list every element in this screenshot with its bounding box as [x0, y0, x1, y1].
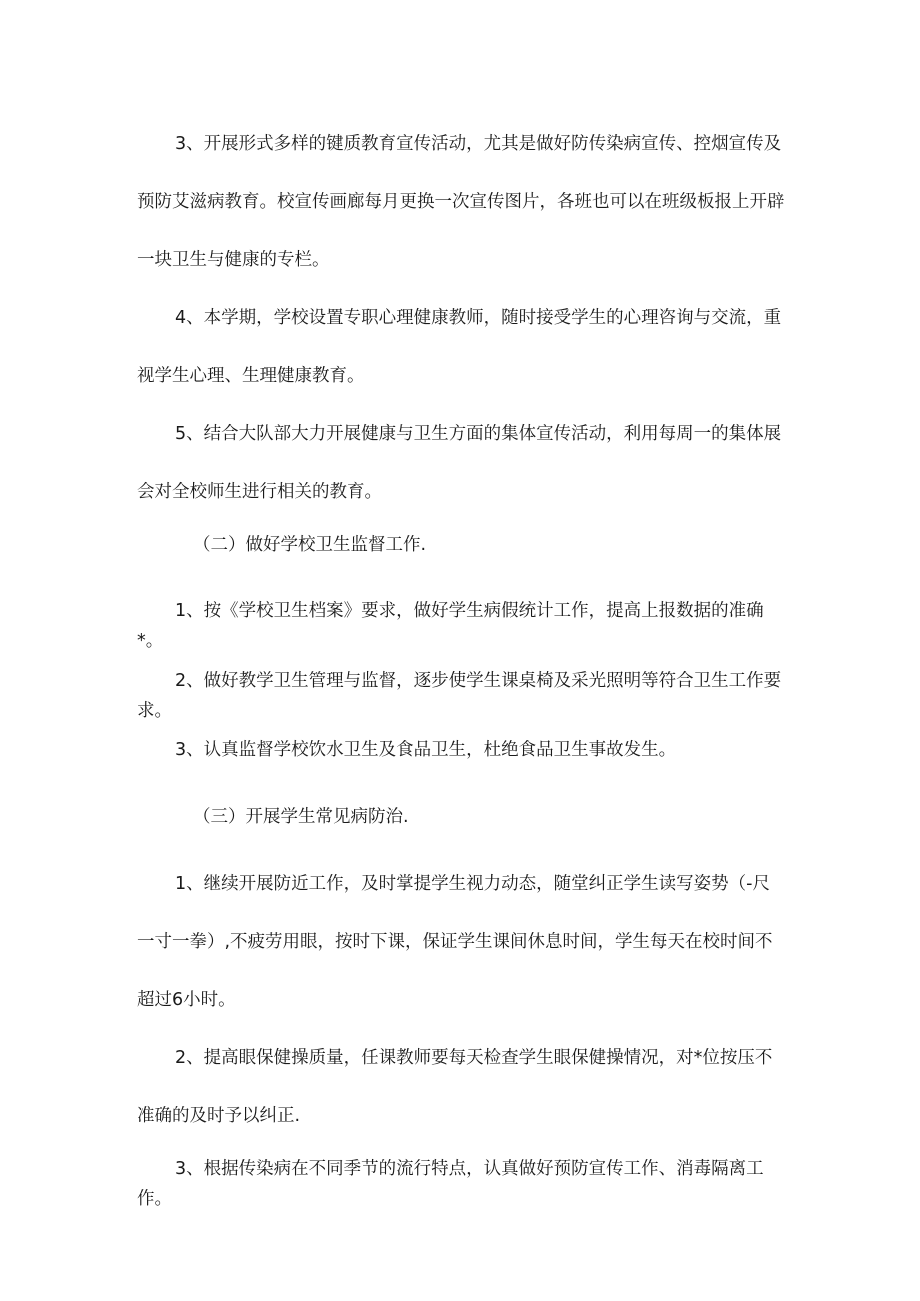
section-heading-hygiene-supervision: （二）做好学校卫生监督工作. [193, 535, 427, 555]
paragraph-infectious-disease: 3、根据传染病在不同季节的流行特点，认真做好预防宣传工作、消毒隔离工作。 [137, 1159, 764, 1209]
paragraph-water-food-hygiene: 3、认真监督学校饮水卫生及食品卫生，杜绝食品卫生事故发生。 [175, 740, 677, 760]
paragraph-health-education-campaign: 3、开展形式多样的键质教育宣传活动，尤其是做好防传染病宣传、控烟宣传及预防艾滋病教育。校宣传画廊每月更换一次宣传图片，各班也可以在班级板报上开辟一块卫生与健康的专栏。 [137, 134, 785, 270]
paragraph-eye-exercises: 2、提高眼保健操质量，任课教师要每天检查学生眼保健操情况，对*位按压不准确的及时予以纠正. [137, 1048, 773, 1126]
paragraph-collective-publicity: 5、结合大队部大力开展健康与卫生方面的集体宣传活动，利用每周一的集体展会对全校师生进行相关的教育。 [137, 424, 782, 502]
paragraph-teaching-hygiene: 2、做好教学卫生管理与监督，逐步使学生课桌椅及采光照明等符合卫生工作要求。 [137, 671, 782, 721]
paragraph-sick-leave-statistics: 1、按《学校卫生档案》要求，做好学生病假统计工作，提高上报数据的准确*。 [137, 601, 764, 651]
paragraph-myopia-prevention: 1、继续开展防近工作，及时掌提学生视力动态，随堂纠正学生读写姿势（-尺一寸一拳）,不疲劳用眼，按时下课，保证学生课间休息时间，学生每天在校时间不超过6小时。 [137, 874, 773, 1010]
paragraph-mental-health-teacher: 4、本学期，学校设置专职心理健康教师，随时接受学生的心理咨询与交流，重视学生心理、生理健康教育。 [137, 308, 782, 386]
section-heading-common-disease-prevention: （三）开展学生常见病防治. [193, 807, 409, 827]
